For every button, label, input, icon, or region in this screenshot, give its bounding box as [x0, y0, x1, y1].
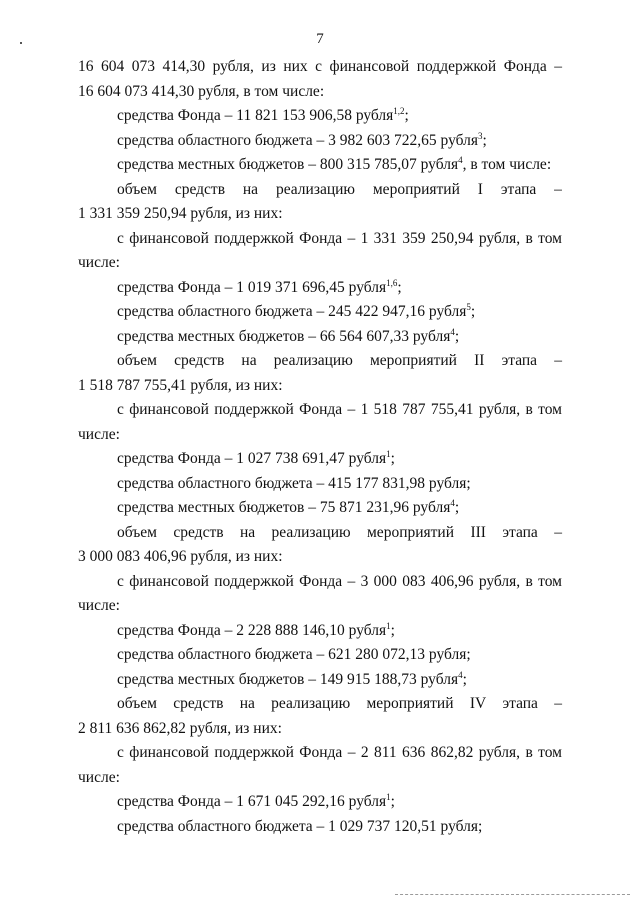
line-text: средства Фонда – 1 027 738 691,47 рубля	[117, 450, 387, 467]
text-line	[117, 153, 562, 177]
line-text-tail: ;	[482, 131, 487, 149]
scan-speck	[20, 42, 22, 44]
line-word: II	[474, 352, 485, 369]
line-text: с финансовой поддержкой Фонда – 2 811 636 862,82 рубля, в том	[117, 744, 562, 761]
page-number: 7	[316, 31, 324, 47]
line-word: на	[239, 695, 255, 712]
line-text: средства областного бюджета – 3 982 603 722,65 рубля	[117, 131, 478, 149]
footnote-ref: 3	[478, 130, 483, 141]
text-line	[117, 521, 562, 545]
text-line	[117, 790, 562, 814]
line-text: с финансовой поддержкой Фонда – 3 000 083 406,96 рубля, в том	[117, 572, 562, 590]
line-text: средства местных бюджетов – 149 915 188,73 рубля	[117, 670, 459, 688]
text-line	[117, 325, 562, 349]
text-line	[117, 643, 562, 667]
line-word: на	[239, 523, 256, 541]
line-text: средства Фонда – 1 019 371 696,45 рубля	[117, 278, 387, 296]
line-word: мероприятий	[372, 180, 460, 198]
line-text: средства областного бюджета – 621 280 072,13 рубля;	[117, 646, 471, 663]
line-word: –	[554, 695, 562, 712]
line-word: средств	[173, 695, 224, 712]
text-line	[78, 766, 562, 790]
line-text: 2 811 636 862,82 рубля, из них:	[78, 719, 282, 737]
text-line	[117, 178, 562, 202]
line-text: с финансовой поддержкой Фонда – 1 518 787 755,41 рубля, в том	[117, 401, 562, 418]
text-line	[117, 447, 562, 471]
line-word: этапа	[502, 523, 538, 541]
line-word: –	[554, 523, 562, 541]
line-text: средства местных бюджетов – 75 871 231,96 рубля	[117, 499, 451, 516]
line-text-tail: ;	[462, 670, 467, 688]
footnote-ref: 1	[386, 449, 391, 459]
line-word: реализацию	[273, 352, 353, 369]
line-text-tail: ;	[397, 278, 402, 296]
line-text: средства Фонда – 1 671 045 292,16 рубля	[117, 793, 387, 810]
line-text: средства местных бюджетов – 800 315 785,07 рубля	[117, 156, 459, 173]
line-text: средства Фонда – 2 228 888 146,10 рубля	[117, 621, 387, 639]
text-line	[117, 668, 562, 692]
line-text-tail: ;	[454, 327, 460, 345]
line-word: –	[554, 180, 562, 198]
text-line	[78, 251, 562, 275]
footnote-ref: 1	[386, 620, 391, 631]
text-line	[78, 594, 562, 618]
line-text: числе:	[78, 768, 120, 786]
text-line	[117, 349, 562, 373]
line-text-tail: ;	[390, 793, 395, 810]
line-word: средств	[174, 352, 225, 369]
line-word: –	[554, 352, 562, 369]
line-word: этапа	[501, 352, 538, 369]
footnote-ref: 4	[458, 155, 463, 165]
line-word: IV	[469, 695, 487, 712]
text-line	[117, 619, 562, 643]
line-text-tail: ;	[454, 499, 460, 516]
line-word: объем	[117, 695, 157, 712]
text-line	[78, 545, 562, 569]
text-line	[117, 276, 562, 300]
text-line	[117, 227, 562, 251]
line-text-tail: ;	[470, 303, 476, 320]
line-text-tail: ;	[390, 450, 395, 467]
line-word: реализацию	[271, 523, 351, 541]
footnote-ref: 1,6	[386, 277, 398, 288]
text-line	[117, 300, 562, 324]
text-line	[117, 570, 562, 594]
text-line	[78, 717, 562, 741]
line-text: 1 518 787 755,41 рубля, из них:	[78, 376, 283, 394]
text-line	[78, 374, 562, 398]
line-text: средства областного бюджета – 1 029 737 120,51 рубля;	[117, 817, 483, 835]
line-text: 3 000 083 406,96 рубля, из них:	[78, 548, 283, 565]
text-line	[78, 423, 562, 447]
line-word: I	[477, 180, 483, 198]
line-text: средства Фонда – 11 821 153 906,58 рубля	[117, 107, 394, 124]
text-line	[117, 472, 562, 496]
text-line	[78, 202, 562, 226]
line-text-tail: , в том числе:	[462, 156, 552, 173]
scan-edge-line	[395, 894, 630, 895]
line-text: средства местных бюджетов – 66 564 607,33 рубля	[117, 327, 451, 345]
line-text: 1 331 359 250,94 рубля, из них:	[78, 205, 283, 222]
line-word: III	[470, 523, 486, 541]
line-word: средств	[174, 180, 226, 198]
text-line	[117, 815, 562, 839]
text-line	[117, 129, 562, 153]
line-text: числе:	[78, 597, 120, 614]
line-text: числе:	[78, 425, 120, 443]
footnote-ref: 1,2	[393, 106, 405, 116]
line-word: реализацию	[275, 180, 355, 198]
footnote-ref: 4	[450, 498, 455, 508]
line-word: объем	[117, 523, 157, 541]
text-line	[117, 398, 562, 422]
text-line	[78, 80, 562, 104]
text-line	[117, 104, 562, 128]
line-text: с финансовой поддержкой Фонда – 1 331 359 250,94 рубля, в том	[117, 229, 562, 247]
line-word: этапа	[500, 180, 537, 198]
line-word: на	[242, 180, 259, 198]
line-text: числе:	[78, 254, 120, 271]
line-word: реализацию	[271, 695, 351, 712]
line-word: средств	[173, 523, 224, 541]
text-line	[117, 496, 562, 520]
text-line	[78, 55, 562, 79]
line-text: 16 604 073 414,30 рубля, в том числе:	[78, 82, 325, 100]
line-text-tail: ;	[390, 621, 395, 639]
line-text-tail: ;	[404, 107, 409, 124]
footnote-ref: 1	[386, 792, 391, 802]
line-text: средства областного бюджета – 245 422 947,16 рубля	[117, 303, 467, 320]
line-word: мероприятий	[366, 695, 454, 712]
footnote-ref: 4	[458, 669, 463, 680]
footnote-ref: 4	[450, 326, 455, 337]
line-text: 16 604 073 414,30 рубля, из них с финансовой поддержкой Фонда –	[78, 58, 562, 75]
line-word: этапа	[502, 695, 538, 712]
line-word: объем	[117, 180, 157, 198]
footnote-ref: 5	[466, 302, 471, 312]
line-text: средства областного бюджета – 415 177 831,98 рубля;	[117, 474, 471, 492]
line-word: мероприятий	[369, 352, 457, 369]
line-word: на	[241, 352, 257, 369]
line-word: мероприятий	[367, 523, 455, 541]
line-word: объем	[117, 352, 157, 369]
text-line	[117, 692, 562, 716]
text-line	[117, 741, 562, 765]
